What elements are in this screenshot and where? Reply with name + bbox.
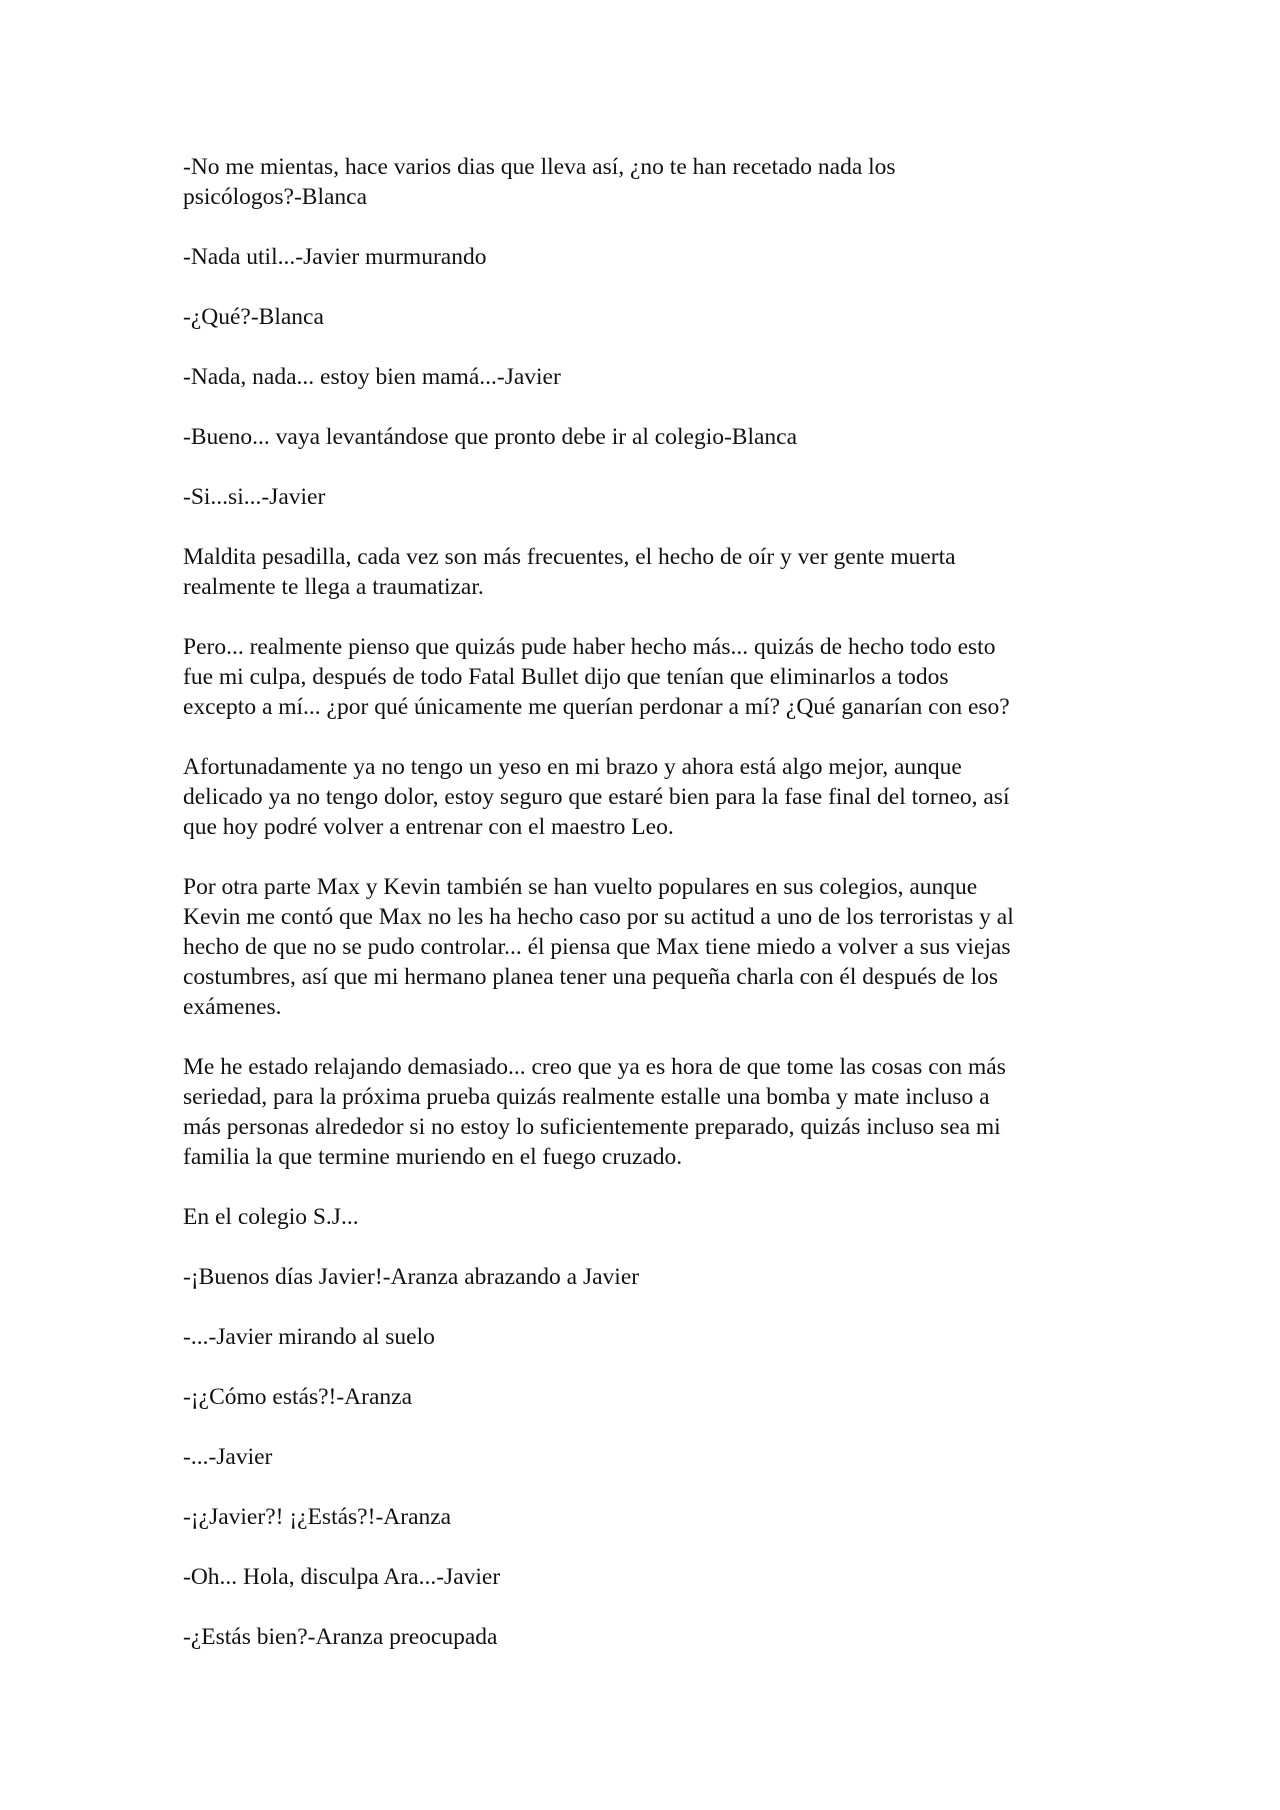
paragraph: -¡¿Javier?! ¡¿Estás?!-Aranza xyxy=(183,1504,452,1530)
paragraph: En el colegio S.J... xyxy=(183,1204,359,1230)
paragraph: -Nada util...-Javier murmurando xyxy=(183,244,487,270)
paragraph: -Oh... Hola, disculpa Ara...-Javier xyxy=(183,1564,501,1590)
paragraph: -Nada, nada... estoy bien mamá...-Javier xyxy=(183,364,561,390)
paragraph: -No me mientas, hace varios dias que lleva así, ¿no te han recetado nada los psicólogos?-Blanca xyxy=(183,154,896,210)
paragraph: -¿Estás bien?-Aranza preocupada xyxy=(183,1624,498,1650)
paragraph: Maldita pesadilla, cada vez son más frecuentes, el hecho de oír y ver gente muerta realmente te llega a traumatizar. xyxy=(183,544,956,600)
paragraph: -Si...si...-Javier xyxy=(183,484,326,510)
paragraph: Por otra parte Max y Kevin también se han vuelto populares en sus colegios, aunque Kevin me contó que Max no les ha hecho caso por su actitud a uno de los terroristas y al hecho de que no se pudo controlar... él piensa que Max tiene miedo a volver a sus viejas costumbres, así que mi hermano planea tener una pequeña charla con él después de los exámenes. xyxy=(183,874,1014,1020)
paragraph: -...-Javier mirando al suelo xyxy=(183,1324,435,1350)
paragraph: -¿Qué?-Blanca xyxy=(183,304,324,330)
paragraph: -...-Javier xyxy=(183,1444,273,1470)
document-body xyxy=(183,152,1103,1652)
paragraph: -¡Buenos días Javier!-Aranza abrazando a Javier xyxy=(183,1264,640,1290)
paragraph: -Bueno... vaya levantándose que pronto debe ir al colegio-Blanca xyxy=(183,424,798,450)
paragraph: -¡¿Cómo estás?!-Aranza xyxy=(183,1384,413,1410)
paragraph: Me he estado relajando demasiado... creo que ya es hora de que tome las cosas con más seriedad, para la próxima prueba quizás realmente estalle una bomba y mate incluso a más personas alrededor si no estoy lo suficientemente preparado, quizás incluso sea mi familia la que termine muriendo en el fuego cruzado. xyxy=(183,1054,1006,1170)
paragraph: Pero... realmente pienso que quizás pude haber hecho más... quizás de hecho todo esto fue mi culpa, después de todo Fatal Bullet dijo que tenían que eliminarlos a todos excepto a mí... ¿por qué únicamente me querían perdonar a mí? ¿Qué ganarían con eso? xyxy=(183,634,1010,720)
paragraph: Afortunadamente ya no tengo un yeso en mi brazo y ahora está algo mejor, aunque delicado ya no tengo dolor, estoy seguro que estaré bien para la fase final del torneo, así que hoy podré volver a entrenar con el maestro Leo. xyxy=(183,754,1010,840)
